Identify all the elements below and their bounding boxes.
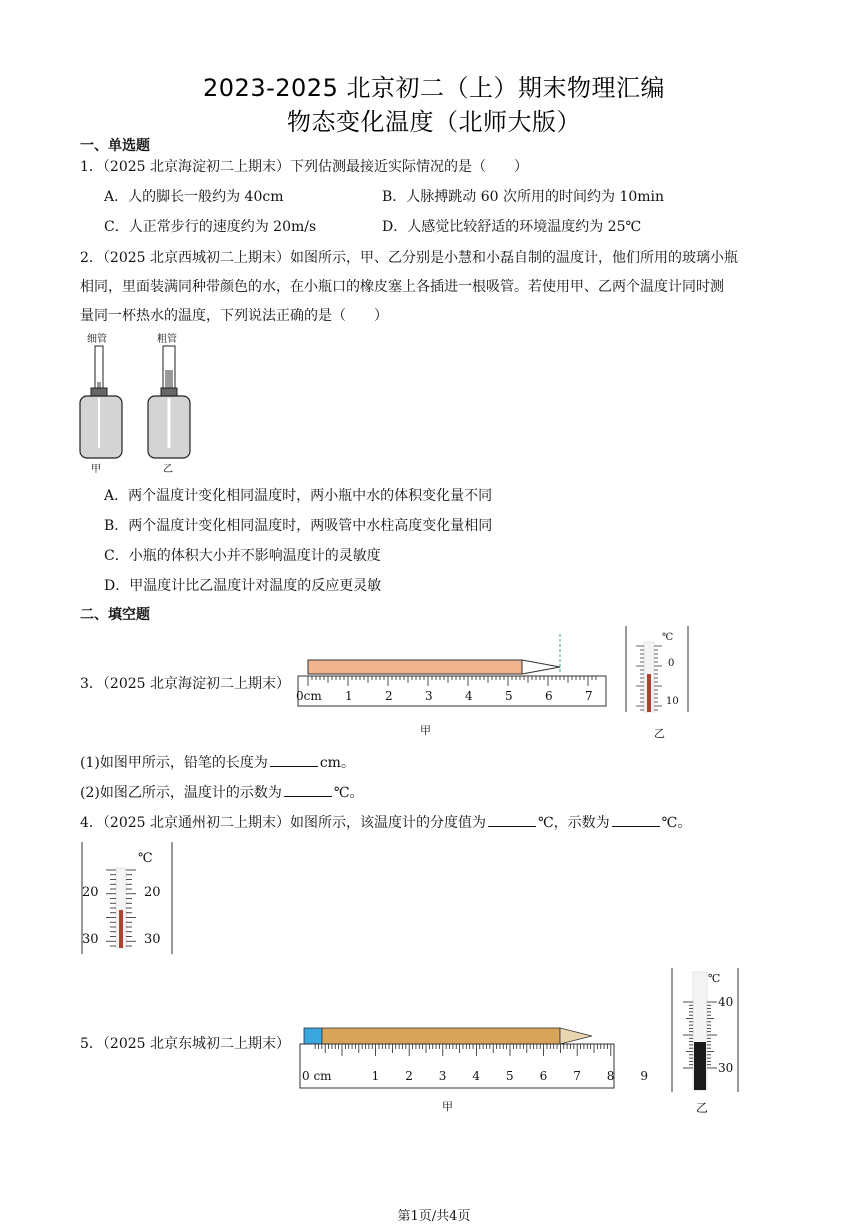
- ruler-tick-label: 9: [640, 1069, 649, 1083]
- section-fill-blank: 二、填空题: [80, 607, 150, 623]
- q2-option-a: A．两个温度计变化相同温度时，两小瓶中水的体积变化量不同: [104, 488, 493, 504]
- tick-left-20: 20: [82, 885, 99, 900]
- q3-ruler-figure: [292, 632, 612, 742]
- ruler-tick-label: 3: [425, 689, 433, 703]
- q3-sub2-text: (2)如图乙所示，温度计的示数为: [80, 785, 282, 801]
- ruler-tick-label: 8: [606, 1069, 615, 1083]
- q2-stem-line3: 量同一杯热水的温度，下列说法正确的是（ ）: [80, 308, 388, 324]
- q3-sub2-unit: ℃。: [333, 785, 364, 801]
- ruler-tick-label: 4: [472, 1069, 481, 1083]
- q3-sub2-blank[interactable]: [284, 784, 332, 797]
- ruler-tick-label: 0cm: [296, 689, 322, 703]
- q3-sub2: [80, 782, 364, 802]
- doc-title-line2: 物态变化温度（北师大版）: [287, 108, 581, 136]
- pencil: [308, 660, 560, 674]
- thermo-unit: ℃: [708, 972, 721, 985]
- q5-label-jia: 甲: [442, 1100, 453, 1113]
- thermo-liquid: [647, 674, 651, 712]
- label-yi: 乙: [163, 464, 173, 475]
- q2-stem-line2: 相同，里面装满同种带颜色的水，在小瓶口的橡皮塞上各插进一根吸管。若使用甲、乙两个温度计同时测: [80, 279, 724, 295]
- thermo-tick-30: 30: [718, 1061, 734, 1075]
- ruler-tick-label: 1: [371, 1069, 380, 1083]
- q5-ruler-figure: [296, 1024, 649, 1114]
- q5-stem: 5．（2025 北京东城初二上期末）: [80, 1036, 290, 1052]
- tick-left-30: 30: [82, 932, 99, 947]
- thermo-liquid: [119, 910, 123, 948]
- q2-option-d: D．甲温度计比乙温度计对温度的反应更灵敏: [104, 578, 382, 594]
- q2-stem-line1: 2．（2025 北京西城初二上期末）如图所示，甲、乙分别是小慧和小磊自制的温度计，他们所用的玻璃小瓶: [80, 250, 738, 266]
- q4-blank-division[interactable]: [488, 814, 536, 827]
- q3-sub1-blank[interactable]: [270, 754, 318, 767]
- tick-right-20: 20: [144, 885, 161, 900]
- thermo-unit: ℃: [138, 851, 153, 866]
- q2-option-b: B．两个温度计变化相同温度时，两吸管中水柱高度变化量相同: [104, 518, 493, 534]
- q5-label-yi: 乙: [696, 1101, 709, 1115]
- q2-option-c: C．小瓶的体积大小并不影响温度计的灵敏度: [104, 548, 381, 564]
- ruler-tick-label: 0 cm: [302, 1069, 332, 1083]
- section-single-choice: 一、单选题: [80, 138, 150, 154]
- thermo-tick-40: 40: [718, 995, 734, 1009]
- thin-tube-label: 细管: [87, 334, 107, 345]
- thick-tube-label: 粗管: [157, 334, 177, 345]
- q3-label-jia: 甲: [420, 724, 431, 737]
- ruler-tick-label: 3: [438, 1069, 447, 1083]
- doc-title-line1: 2023-2025 北京初二（上）期末物理汇编: [203, 74, 665, 102]
- q4-thermometer-figure: [76, 840, 176, 956]
- q1-option-a: A．人的脚长一般约为 40cm: [104, 189, 284, 205]
- q3-thermometer-figure: [620, 624, 700, 742]
- ruler-tick-label: 7: [585, 689, 593, 703]
- ruler-tick-label: 6: [539, 1069, 548, 1083]
- q3-stem: 3．（2025 北京海淀初二上期末）: [80, 676, 290, 692]
- tick-right-30: 30: [144, 932, 161, 947]
- q4-stem-end: ℃。: [661, 815, 692, 831]
- bottle-jia: [80, 346, 122, 458]
- ruler-tick-label: 2: [385, 689, 393, 703]
- ruler-tick-label: 2: [405, 1069, 413, 1083]
- ruler-tick-label: 4: [465, 689, 473, 703]
- q2-bottle-thermometers-figure: [75, 330, 205, 475]
- q5-thermometer-figure: [668, 966, 748, 1116]
- ruler-tick-label: 5: [505, 689, 513, 703]
- bottle-yi: [148, 346, 190, 458]
- q4-stem-mid: ℃，示数为: [538, 815, 610, 831]
- q4-blank-reading[interactable]: [612, 814, 660, 827]
- ruler-tick-label: 5: [506, 1069, 514, 1083]
- thermo-tick-0: 0: [668, 658, 675, 669]
- q3-sub1-text: (1)如图甲所示，铅笔的长度为: [80, 755, 268, 771]
- q1-option-d: D．人感觉比较舒适的环境温度约为 25℃: [382, 219, 642, 235]
- page-footer: 第1页/共4页: [397, 1209, 471, 1224]
- thermo-liquid: [694, 1042, 706, 1090]
- pencil: [304, 1028, 592, 1044]
- thermo-tick-10: 10: [666, 696, 679, 707]
- thermo-unit: ℃: [662, 632, 674, 643]
- q3-sub1: [80, 752, 355, 772]
- q4-stem: [80, 812, 691, 832]
- ruler-tick-label: 1: [345, 689, 353, 703]
- q3-sub1-unit: cm。: [319, 755, 355, 771]
- q3-label-yi: 乙: [654, 727, 665, 740]
- q4-stem-text: 4．（2025 北京通州初二上期末）如图所示，该温度计的分度值为: [80, 815, 486, 831]
- q1-option-c: C．人正常步行的速度约为 20m/s: [104, 219, 317, 235]
- ruler-tick-label: 6: [545, 689, 553, 703]
- ruler-tick-label: 7: [573, 1069, 581, 1083]
- q1-stem: 1．（2025 北京海淀初二上期末）下列估测最接近实际情况的是（ ）: [80, 159, 528, 175]
- label-jia: 甲: [91, 464, 101, 475]
- q1-option-b: B．人脉搏跳动 60 次所用的时间约为 10min: [382, 189, 665, 205]
